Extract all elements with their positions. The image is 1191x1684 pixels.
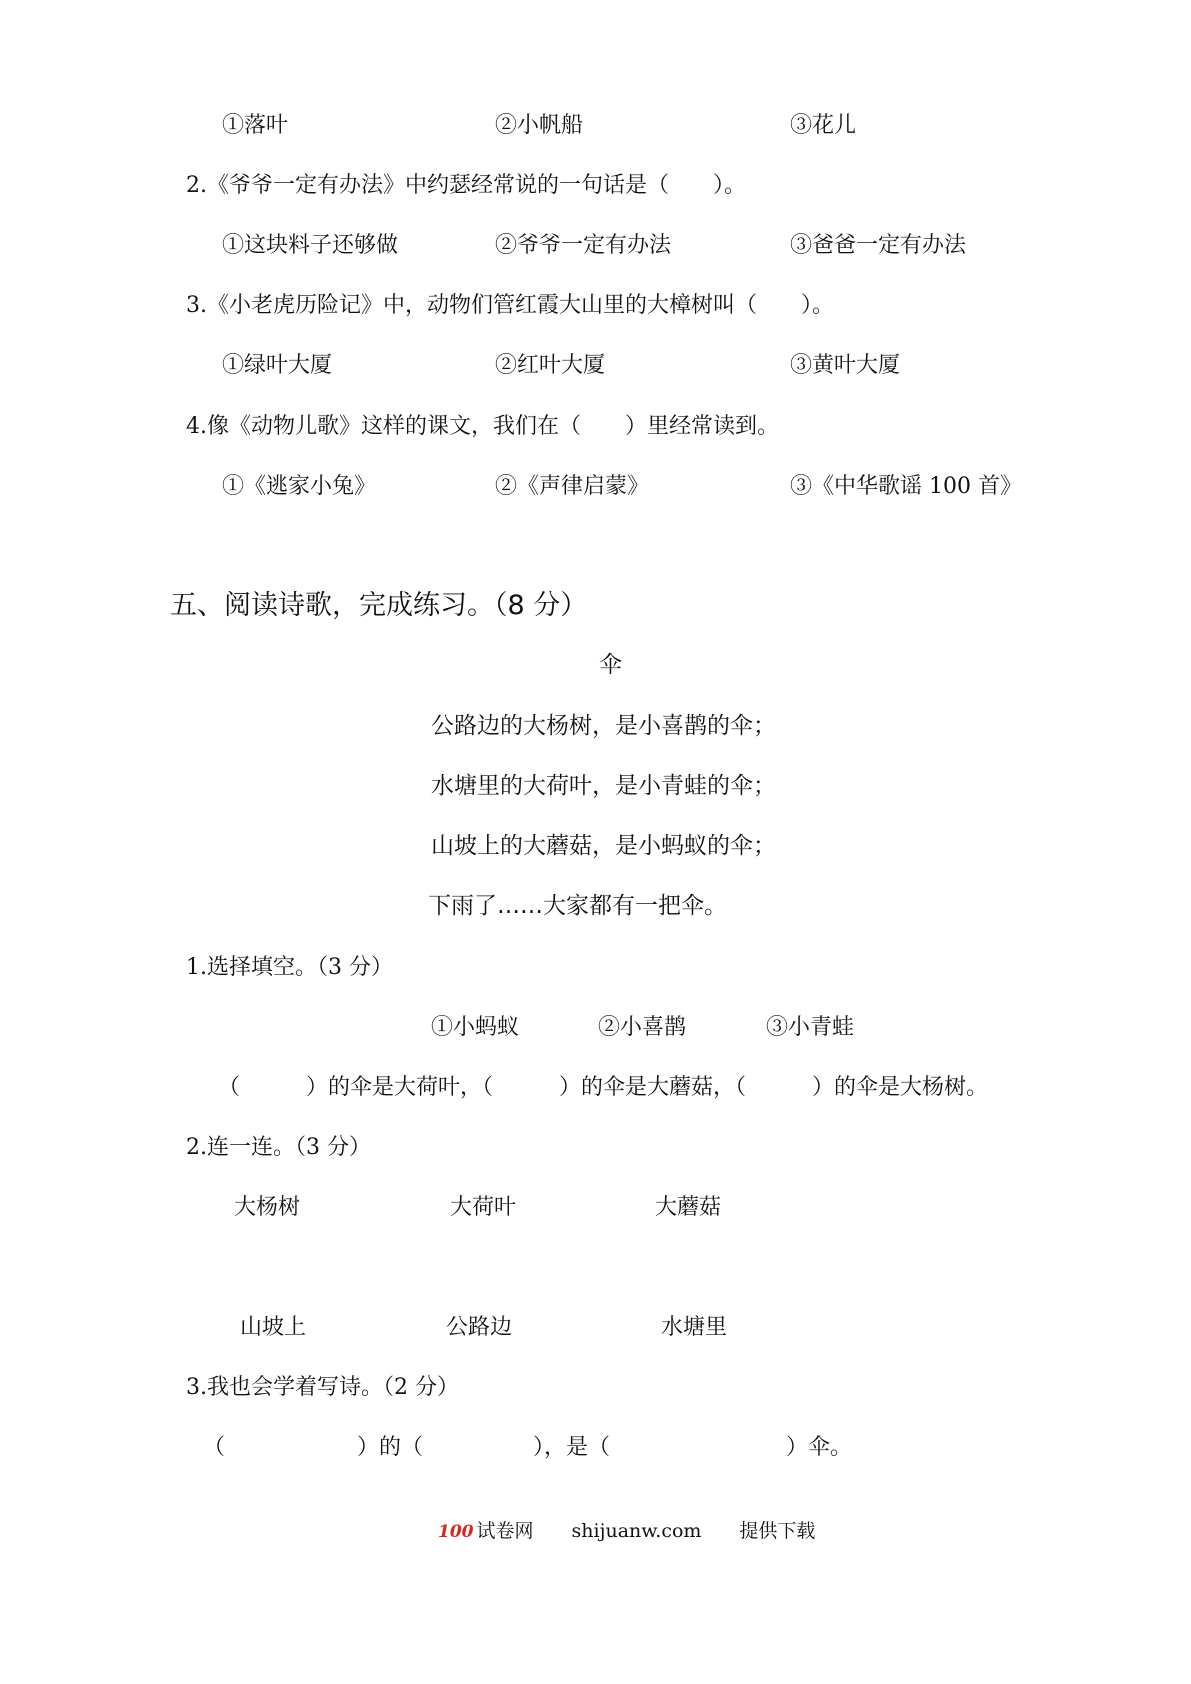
- q3-option-2: ②红叶大厦: [495, 353, 606, 378]
- poem-title: 伞: [599, 652, 622, 678]
- section-5-heading: 五、阅读诗歌，完成练习。（8 分）: [170, 590, 588, 621]
- site-url[interactable]: shijuanw.com: [571, 1520, 702, 1542]
- q3-option-1: ①绿叶大厦: [222, 353, 333, 378]
- choice-option-3: ③小青蛙: [766, 1015, 855, 1040]
- choice-option-1: ①小蚂蚁: [431, 1015, 520, 1040]
- q2-option-1: ①这块料子还够做: [222, 233, 399, 258]
- match-top-3[interactable]: 大蘑菇: [655, 1195, 722, 1220]
- match-top-2[interactable]: 大荷叶: [450, 1195, 517, 1220]
- poem-writing-blanks[interactable]: （ ）的（ ），是（ ）伞。: [203, 1435, 853, 1460]
- poem-line-1: 公路边的大杨树，是小喜鹊的伞；: [431, 713, 776, 739]
- question-3-text: 3.《小老虎历险记》中，动物们管红霞大山里的大樟树叫（ ）。: [186, 293, 834, 318]
- match-bottom-2[interactable]: 公路边: [446, 1315, 513, 1340]
- choice-option-2: ②小喜鹊: [598, 1015, 687, 1040]
- q1-option-2: ②小帆船: [495, 113, 584, 138]
- download-note: 提供下载: [739, 1520, 816, 1542]
- q2-option-2: ②爷爷一定有办法: [495, 233, 672, 258]
- match-top-1[interactable]: 大杨树: [234, 1195, 301, 1220]
- footer: [438, 1522, 815, 1541]
- sub-question-2-label: 2.连一连。（3 分）: [186, 1135, 371, 1160]
- poem-line-4: 下雨了……大家都有一把伞。: [428, 893, 727, 919]
- q3-option-3: ③黄叶大厦: [790, 353, 901, 378]
- poem-line-3: 山坡上的大蘑菇，是小蚂蚁的伞；: [431, 833, 776, 859]
- poem-line-2: 水塘里的大荷叶，是小青蛙的伞；: [431, 773, 776, 799]
- q1-option-3: ③花儿: [790, 113, 857, 138]
- logo-100: 100: [438, 1522, 474, 1542]
- sub-question-3-label: 3.我也会学着写诗。（2 分）: [186, 1375, 459, 1400]
- sub-question-1-label: 1.选择填空。（3 分）: [186, 955, 393, 980]
- logo-text: 试卷网: [476, 1520, 534, 1542]
- question-2-text: 2.《爷爷一定有办法》中约瑟经常说的一句话是（ ）。: [186, 173, 746, 198]
- q1-option-1: ①落叶: [222, 113, 289, 138]
- match-bottom-1[interactable]: 山坡上: [240, 1315, 307, 1340]
- q4-option-3: ③《中华歌谣 100 首》: [790, 474, 1022, 499]
- question-4-text: 4.像《动物儿歌》这样的课文，我们在（ ）里经常读到。: [186, 414, 779, 439]
- match-bottom-3[interactable]: 水塘里: [661, 1315, 728, 1340]
- q4-option-1: ①《逃家小兔》: [222, 474, 377, 499]
- q2-option-3: ③爸爸一定有办法: [790, 233, 967, 258]
- q4-option-2: ②《声律启蒙》: [495, 474, 650, 499]
- fill-in-blanks-line[interactable]: （ ）的伞是大荷叶，（ ）的伞是大蘑菇，（ ）的伞是大杨树。: [218, 1075, 989, 1100]
